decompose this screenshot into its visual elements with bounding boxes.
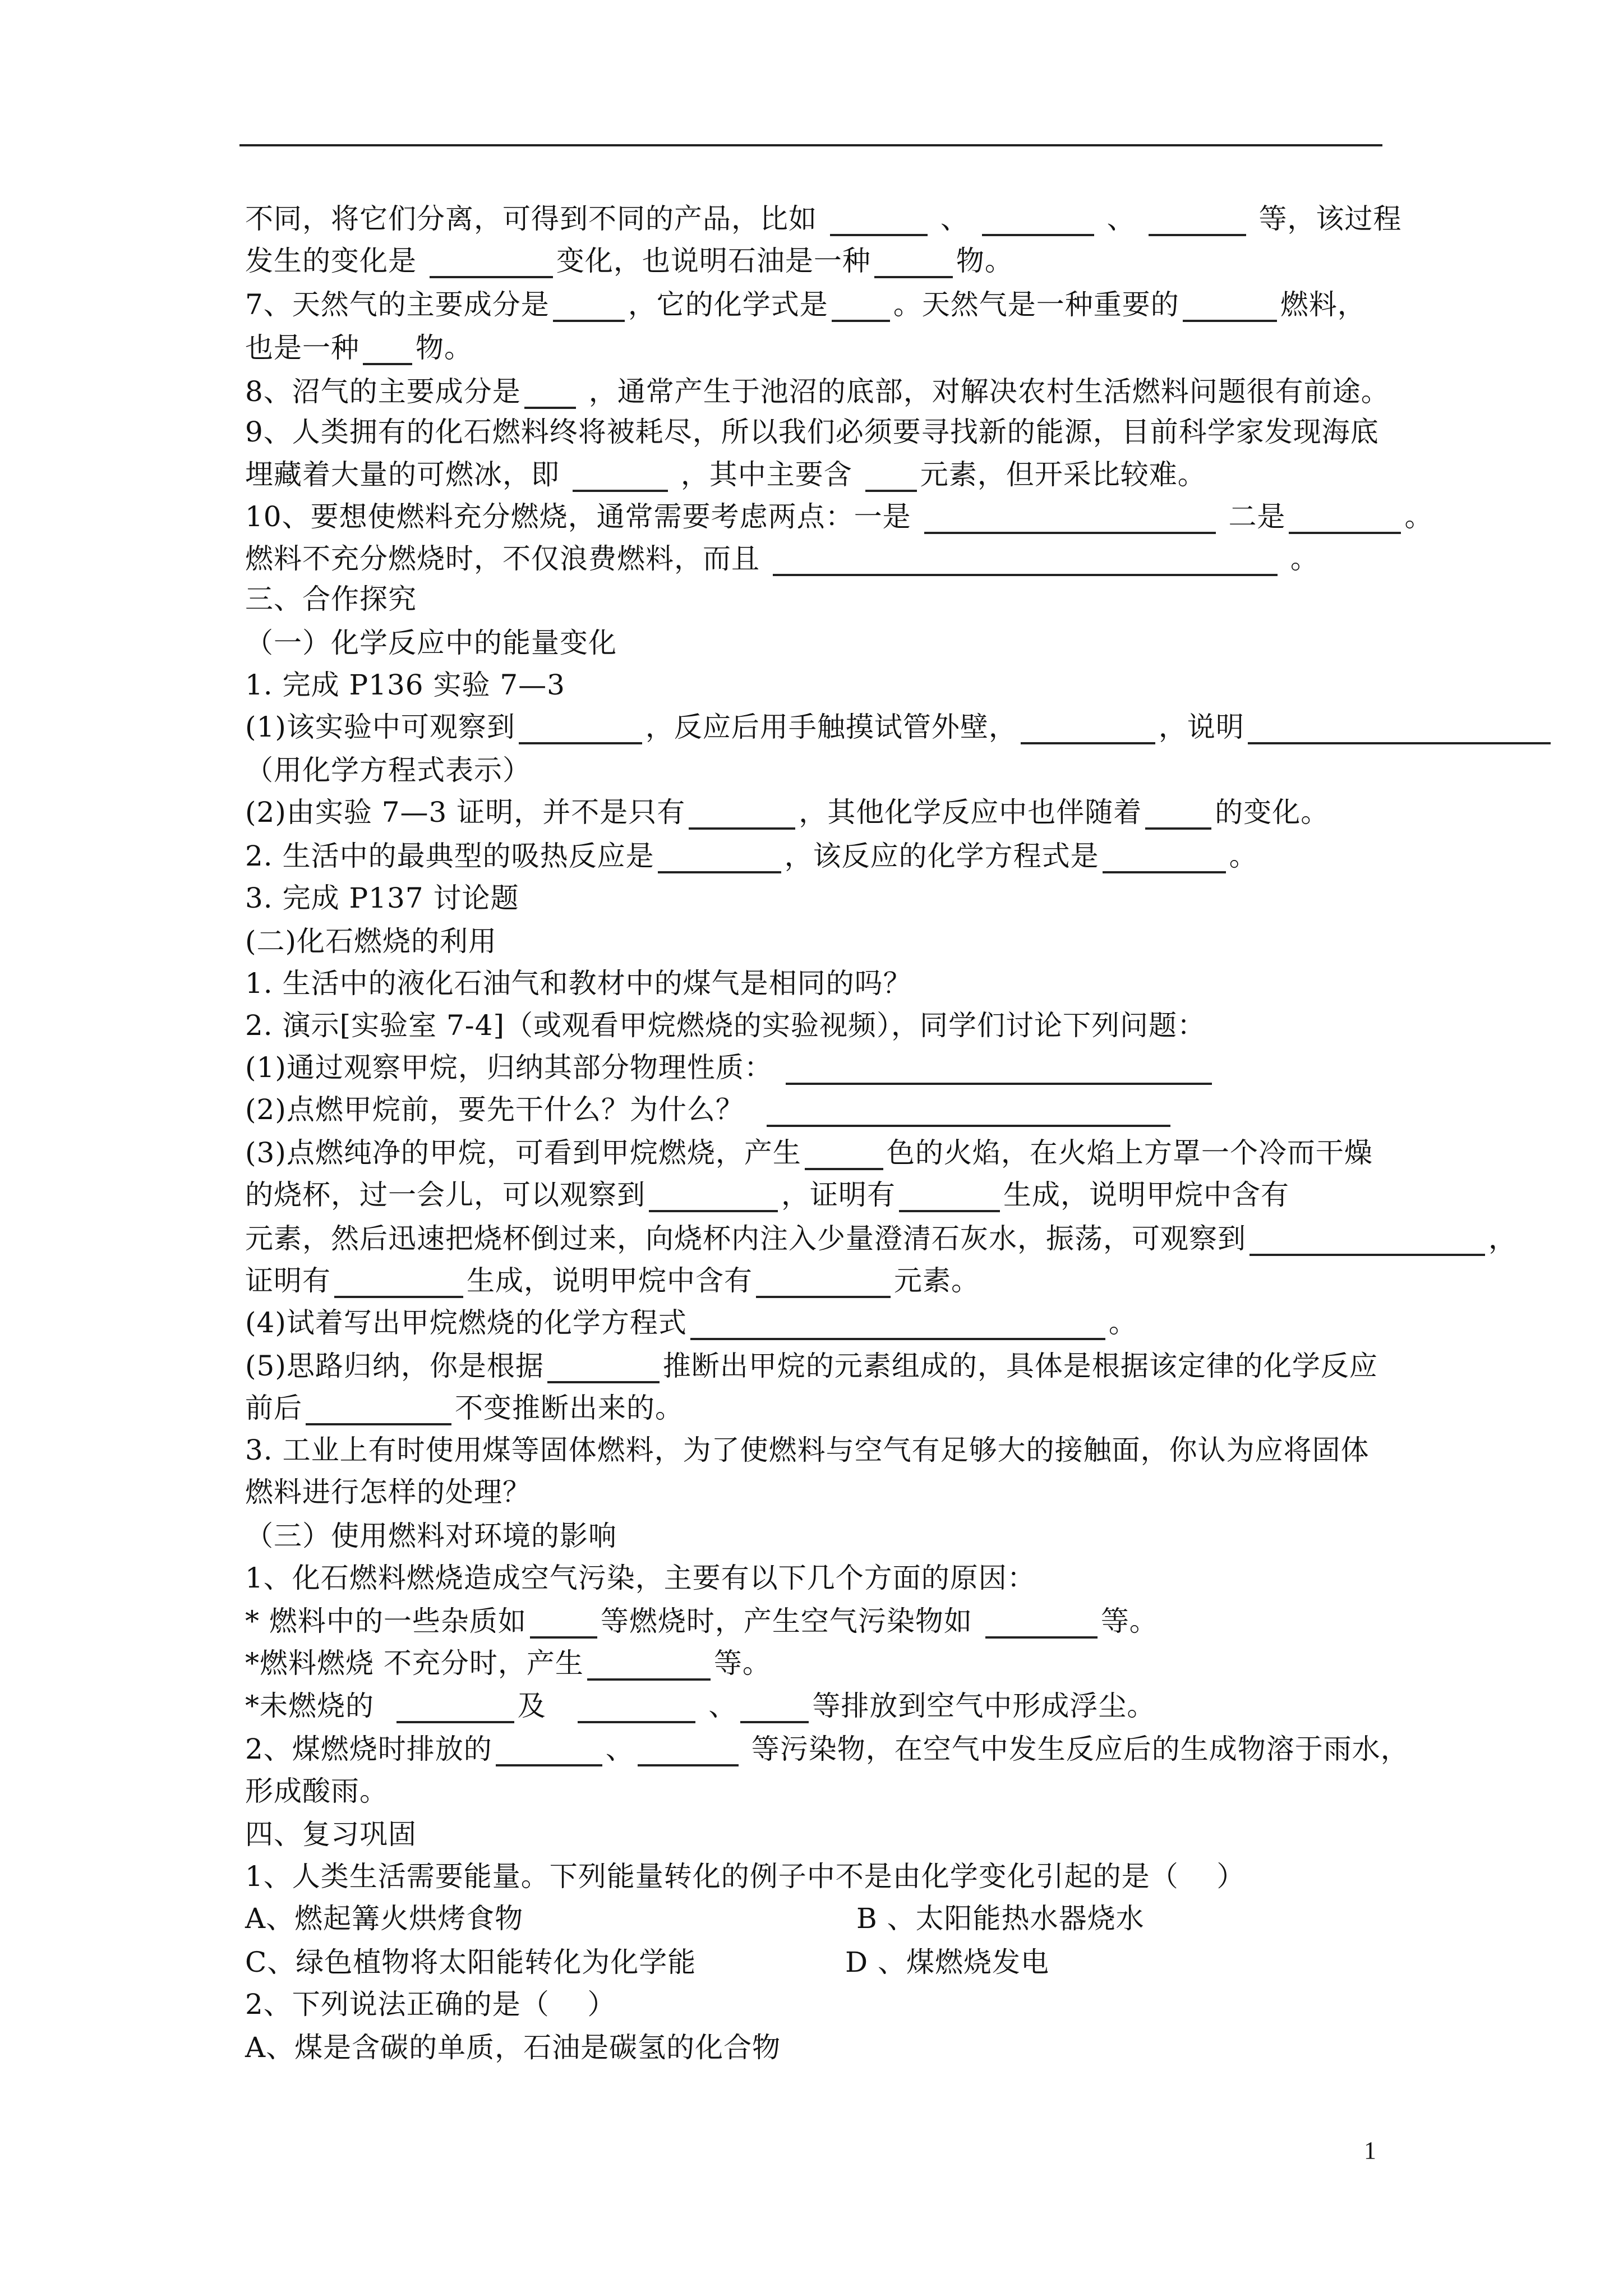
text-line: 埋藏着大量的可燃冰，即 ，其中主要含 元素，但开采比较难。 <box>245 458 1206 491</box>
text-line: 证明有 生成，说明甲烷中含有 元素。 <box>245 1264 980 1297</box>
text-line: (1)该实验中可观察到 ，反应后用手触摸试管外壁， ，说明 <box>245 706 1554 748</box>
answer-blank <box>1103 871 1226 873</box>
answer-blank <box>985 1636 1098 1639</box>
answer-blank <box>1248 742 1551 744</box>
text-line: 2. 演示[实验室 7-4]（或观看甲烷燃烧的实验视频），同学们讨论下列问题： <box>245 1009 1206 1042</box>
text-line: (4)试着写出甲烷燃烧的化学方程式 。 <box>245 1306 1137 1339</box>
text-line: 3. 完成 P137 讨论题 <box>245 882 519 914</box>
subsection-heading: (二)化石燃烧的利用 <box>245 925 497 958</box>
text-line: 7、天然气的主要成分是 ，它的化学式是 。天然气是一种重要的 燃料， <box>245 288 1366 321</box>
text-line: 的烧杯，过一会儿，可以观察到 ，证明有 生成，说明甲烷中含有 <box>245 1179 1289 1211</box>
answer-blank <box>786 1083 1212 1085</box>
text-line: 发生的变化是 变化，也说明石油是一种 物。 <box>245 245 1013 277</box>
text-line: 10、要想使燃料充分燃烧，通常需要考虑两点：一是 二是 。 <box>245 500 1433 533</box>
text-line: （用化学方程式表示） <box>245 754 531 786</box>
text-line: 2、煤燃烧时排放的 、 等污染物，在空气中发生反应后的生成物溶于雨水， <box>245 1733 1409 1765</box>
answer-blank <box>587 1678 711 1681</box>
answer-blank <box>805 1168 883 1170</box>
text-line: (2)点燃甲烷前，要先干什么？为什么？ <box>245 1088 1174 1131</box>
section-heading: 四、复习巩固 <box>245 1818 417 1851</box>
answer-blank <box>519 742 642 744</box>
text-line: 燃料不充分燃烧时，不仅浪费燃料，而且 。 <box>245 542 1319 575</box>
option-line: A、燃起篝火烘烤食物 <box>245 1902 524 1935</box>
text-line: 1. 生活中的液化石油气和教材中的煤气是相同的吗？ <box>245 967 912 1000</box>
answer-blank <box>982 234 1094 236</box>
answer-blank <box>638 1764 739 1766</box>
option-line: B 、太阳能热水器烧水 <box>856 1902 1145 1935</box>
text-line: 形成酸雨。 <box>245 1775 388 1807</box>
text-line: 8、沼气的主要成分是 ，通常产生于池沼的底部，对解决农村生活燃料问题很有前途。 <box>245 375 1390 408</box>
answer-blank <box>658 871 781 873</box>
answer-blank <box>578 1721 695 1723</box>
text-line: *未燃烧的 及 、 等排放到空气中形成浮尘。 <box>245 1690 1156 1722</box>
answer-blank <box>334 1296 463 1298</box>
section-heading: 三、合作探究 <box>245 583 417 615</box>
option-line: A、煤是含碳的单质，石油是碳氢的化合物 <box>245 2031 781 2064</box>
text-line: *燃料燃烧 不充分时，产生 等。 <box>245 1647 771 1680</box>
text-line: (3)点燃纯净的甲烷，可看到甲烷燃烧，产生 色的火焰，在火焰上方罩一个冷而干燥 <box>245 1137 1373 1169</box>
answer-blank <box>496 1764 602 1766</box>
subsection-heading: （一）化学反应中的能量变化 <box>245 627 617 659</box>
text-line: 不同，将它们分离，可得到不同的产品，比如 、 、 等，该过程 <box>245 203 1402 235</box>
question-stem: 1、人类生活需要能量。下列能量转化的例子中不是由化学变化引起的是（ ） <box>245 1860 1246 1893</box>
question-stem: 2、下列说法正确的是（ ） <box>245 1988 616 2021</box>
answer-blank <box>689 827 795 830</box>
answer-blank <box>756 1296 891 1298</box>
answer-blank <box>649 1210 778 1212</box>
option-line: C、绿色植物将太阳能转化为化学能 <box>245 1946 697 1978</box>
text-line: (5)思路归纳，你是根据 推断出甲烷的元素组成的，具体是根据该定律的化学反应 <box>245 1350 1378 1382</box>
text-line: (1)通过观察甲烷，归纳其部分物理性质： <box>245 1046 1215 1089</box>
answer-blank <box>396 1721 514 1723</box>
text-line: 1. 完成 P136 实验 7—3 <box>245 669 565 701</box>
header-rule <box>239 144 1382 146</box>
answer-blank <box>690 1338 1105 1340</box>
answer-blank <box>530 1636 597 1639</box>
answer-blank <box>547 1381 660 1383</box>
option-line: D 、煤燃烧发电 <box>845 1946 1049 1978</box>
answer-blank <box>874 276 953 278</box>
text-line: 9、人类拥有的化石燃料终将被耗尽，所以我们必须要寻找新的能源，目前科学家发现海底 <box>245 416 1379 448</box>
page-number: 1 <box>1364 2137 1376 2164</box>
answer-blank <box>773 574 1278 576</box>
answer-blank <box>524 407 576 409</box>
answer-blank <box>573 490 668 492</box>
answer-blank <box>430 276 553 278</box>
answer-blank <box>1249 1254 1485 1256</box>
text-line: 前后 不变推断出来的。 <box>245 1392 684 1424</box>
answer-blank <box>1289 532 1401 534</box>
answer-blank <box>1183 320 1277 322</box>
text-line: 3. 工业上有时使用煤等固体燃料，为了使燃料与空气有足够大的接触面，你认为应将固体 <box>245 1434 1370 1466</box>
answer-blank <box>306 1423 451 1425</box>
answer-blank <box>1145 827 1211 830</box>
text-line: 燃料进行怎样的处理？ <box>245 1476 531 1508</box>
answer-blank <box>740 1721 809 1723</box>
answer-blank <box>1021 742 1155 744</box>
answer-blank <box>363 363 412 365</box>
text-line: 2. 生活中的最典型的吸热反应是 ，该反应的化学方程式是 。 <box>245 840 1258 872</box>
answer-blank <box>1149 234 1246 236</box>
answer-blank <box>865 490 917 492</box>
answer-blank <box>830 234 928 236</box>
text-line: (2)由实验 7—3 证明，并不是只有 ，其他化学反应中也伴随着 的变化。 <box>245 796 1330 829</box>
text-line: 也是一种 物。 <box>245 332 473 364</box>
answer-blank <box>767 1125 1170 1127</box>
subsection-heading: （三）使用燃料对环境的影响 <box>245 1520 617 1552</box>
text-line: * 燃料中的一些杂质如 等燃烧时，产生空气污染物如 等。 <box>245 1605 1158 1637</box>
answer-blank <box>832 320 890 322</box>
answer-blank <box>553 320 625 322</box>
answer-blank <box>924 532 1216 534</box>
text-line: 1、化石燃料燃烧造成空气污染，主要有以下几个方面的原因： <box>245 1562 1036 1594</box>
answer-blank <box>899 1210 1000 1212</box>
text-line: 元素，然后迅速把烧杯倒过来，向烧杯内注入少量澄清石灰水，振荡，可观察到 ， <box>245 1222 1517 1255</box>
